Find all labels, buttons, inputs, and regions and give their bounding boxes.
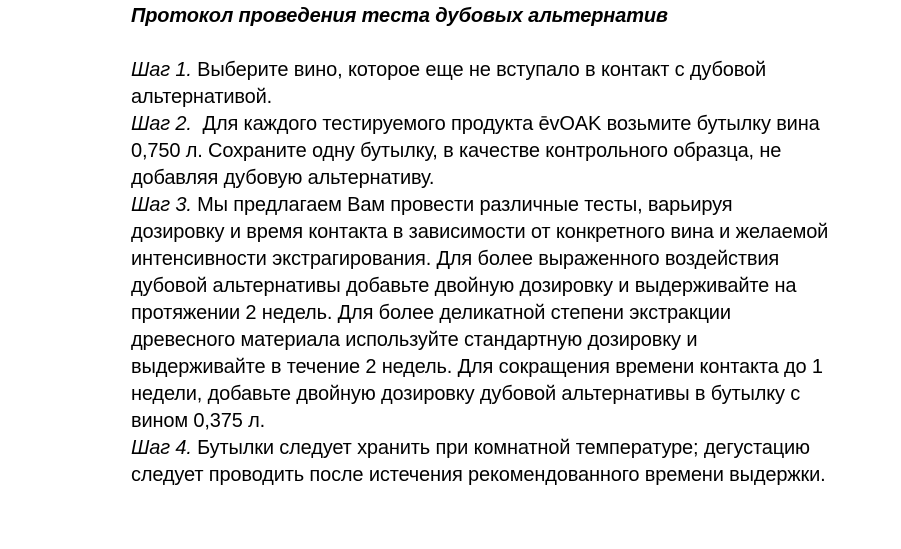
step-2-text: Для каждого тестируемого продукта ēvOAK возьмите бутылку вина 0,750 л. Сохраните одну бутылку, в качестве контрольного образца, не добавляя дубовую альтернативу. (131, 113, 825, 189)
step-4-text: Бутылки следует хранить при комнатной температуре; дегустацию следует проводить после истечения рекомендованного времени выдержки. (131, 437, 826, 486)
step-1-text: Выберите вино, которое еще не вступало в контакт с дубовой альтернативой. (131, 59, 767, 108)
step-1 (131, 57, 831, 111)
step-3 (131, 192, 831, 435)
step-4 (131, 435, 831, 489)
step-2-label: Шаг 2. (131, 113, 192, 135)
step-3-text: Мы предлагаем Вам провести различные тесты, варьируя дозировку и время контакта в зависимости от конкретного вина и желаемой интенсивности экстрагирования. Для более выраженного воздействия дубовой альтернативы добавьте двойную дозировку и выдерживайте на протяжении 2 недель. Для более деликатной степени экстракции древесного материала используйте стандартную дозировку и выдерживайте в течение 2 недель. Для сокращения времени контакта до 1 недели, добавьте двойную дозировку дубовой альтернативы в бутылку с вином 0,375 л. (131, 194, 829, 432)
step-3-label: Шаг 3. (131, 194, 192, 216)
step-1-label: Шаг 1. (131, 59, 192, 81)
step-4-label: Шаг 4. (131, 437, 192, 459)
document-title: Протокол проведения теста дубовых альтернатив (131, 5, 668, 27)
step-2 (131, 111, 831, 192)
document-body (131, 3, 831, 489)
